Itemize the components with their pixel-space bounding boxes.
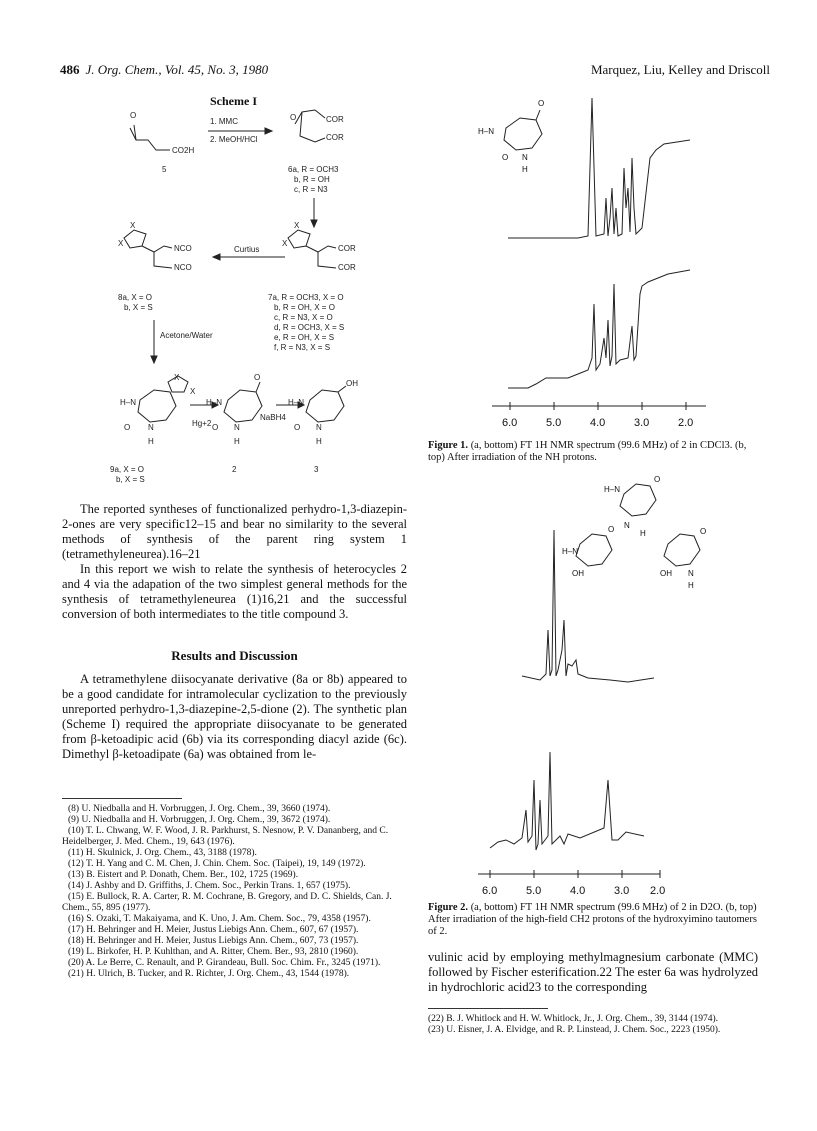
footnote: (14) J. Ashby and D. Griffiths, J. Chem. Soc., Perkin Trans. 1, 657 (1975). — [68, 881, 351, 891]
journal-citation: J. Org. Chem., Vol. 45, No. 3, 1980 — [85, 62, 269, 77]
figure-2-caption — [428, 902, 758, 938]
cpd8a-label: 8a, X = O — [118, 293, 153, 302]
footnote: (15) E. Bullock, R. A. Carter, R. M. Cochrane, B. Gregory, and D. C. Shields, Can. J. Chem., 55, 895 (1977). — [62, 892, 392, 913]
cpd7-x-top: X — [294, 221, 300, 230]
fig2-molecule-right-n: N — [688, 569, 694, 578]
cpd9-h: H — [148, 437, 154, 446]
cpd3-ring — [306, 390, 344, 422]
results-text — [62, 672, 407, 762]
cpd3-oh: OH — [346, 379, 358, 388]
cpd2-n: N — [234, 423, 240, 432]
fig1-molecule-ring — [504, 118, 542, 150]
fig2-trace-a — [490, 752, 644, 850]
fig2-molecule-left-ring — [576, 534, 612, 566]
fig2-tick-label: 4.0 — [570, 885, 586, 897]
fig1-tick-label: 4.0 — [590, 417, 606, 429]
cpd7d-label: d, R = OCH3, X = S — [274, 323, 345, 332]
fig1-tick-label: 5.0 — [546, 417, 562, 429]
cpd7-chain-bottom — [318, 252, 336, 268]
cpd6-bottom-chain — [300, 112, 325, 142]
fig1-tick-label: 3.0 — [634, 417, 650, 429]
figure-2-nmr — [428, 470, 758, 900]
cpd8-x-top: X — [130, 221, 136, 230]
nabh4-label: NaBH4 — [260, 413, 286, 422]
fig2-molecule-top-oxygen: O — [654, 475, 661, 484]
footnote: (11) H. Skulnick, J. Org. Chem., 43, 3188 (1978). — [68, 848, 257, 858]
cpd7-cor-bottom: COR — [338, 263, 356, 272]
fig2-tick-label: 6.0 — [482, 885, 498, 897]
cpd8-nco-top: NCO — [174, 244, 192, 253]
cpd7-chain-top — [306, 246, 336, 252]
cpd5-oxygen: O — [130, 111, 137, 120]
cpd7-cor-top: COR — [338, 244, 356, 253]
fig1-molecule-h: H — [522, 165, 528, 174]
footnote: (23) U. Eisner, J. A. Elvidge, and R. P. Linstead, J. Chem. Soc., 2223 (1950). — [428, 1025, 721, 1035]
fig1-trace-a — [508, 270, 690, 388]
footnote: (16) S. Ozaki, T. Makaiyama, and K. Uno, J. Am. Chem. Soc., 79, 4358 (1957). — [68, 914, 371, 924]
cpd6a-label: 6a, R = OCH3 — [288, 165, 339, 174]
figure-2-caption-text: (a, bottom) FT 1H NMR spectrum (99.6 MHz) of 2 in D2O. (b, top) After irradiation of the high-field CH2 protons of the hydroxyimino tautomers of 2. — [428, 902, 757, 937]
paragraph-2: In this report we wish to relate the synthesis of heterocycles 2 and 4 via the adapation of the two simplest general methods for the synthesis of tetramethyleneurea (1)16,21 and the successful conversion of both intermediates to the title compound 3. — [62, 562, 407, 621]
continued-text — [428, 950, 758, 995]
fig1-molecule-hn: H–N — [478, 127, 495, 136]
curtius-label: Curtius — [234, 245, 260, 254]
cpd9a-label: 9a, X = O — [110, 465, 145, 474]
cpd3-hn: H–N — [288, 398, 305, 407]
fig2-molecule-right-ring — [664, 534, 700, 566]
cpd9-ring — [138, 390, 176, 422]
cpd6-cor-top: COR — [326, 115, 344, 124]
cpd2-h: H — [234, 437, 240, 446]
cpd3-oxygen: O — [294, 423, 301, 432]
fig2-molecule-right-oh: OH — [660, 569, 672, 578]
cpd6b-label: b, R = OH — [294, 175, 330, 184]
scheme-title: Scheme I — [210, 94, 257, 108]
figure-2-label: Figure 2. — [428, 902, 469, 913]
cpd2-carbonyl — [256, 382, 260, 392]
fig1-molecule-n: N — [522, 153, 528, 162]
cpd9-x-top: X — [174, 373, 180, 382]
cpd9b-label: b, X = S — [116, 475, 145, 484]
footnote: (18) H. Behringer and H. Meier, Justus Liebigs Ann. Chem., 607, 73 (1957). — [68, 936, 359, 946]
footnotes-left — [62, 798, 407, 980]
fig2-tick-label: 5.0 — [526, 885, 542, 897]
acetone-water-label: Acetone/Water — [160, 331, 213, 340]
cpd2-oxygen-urea: O — [212, 423, 219, 432]
cpd7c-label: c, R = N3, X = O — [274, 313, 333, 322]
cpd2-oxygen: O — [254, 373, 261, 382]
cpd5-label: 5 — [162, 165, 167, 174]
cpd7f-label: f, R = N3, X = S — [274, 343, 331, 352]
fig1-tick-label: 6.0 — [502, 417, 518, 429]
cpd7-ketal-ring — [288, 230, 310, 248]
cpd9-hn: H–N — [120, 398, 137, 407]
fig2-molecule-top-n: N — [624, 521, 630, 530]
cpd6-cor-bottom: COR — [326, 133, 344, 142]
reagent-mmc: 1. MMC — [210, 117, 238, 126]
fig2-molecule-top-hn: H–N — [604, 485, 621, 494]
cpd7e-label: e, R = OH, X = S — [274, 333, 335, 342]
fig1-trace-b — [508, 98, 690, 238]
fig2-tick-label: 3.0 — [614, 885, 630, 897]
cpd3-n: N — [316, 423, 322, 432]
header-authors: Marquez, Liu, Kelley and Driscoll — [590, 62, 770, 77]
footnote: (21) H. Ulrich, B. Tucker, and R. Richter, J. Org. Chem., 43, 1544 (1978). — [68, 969, 350, 979]
page-number: 486 — [60, 62, 80, 77]
fig2-molecule-top-h: H — [640, 529, 646, 538]
footnote: (9) U. Niedballa and H. Vorbruggen, J. Org. Chem., 39, 3672 (1974). — [68, 815, 331, 825]
fig2-tick-label: 2.0 — [650, 885, 666, 897]
cpd3-h: H — [316, 437, 322, 446]
fig2-molecule-top-ring — [620, 484, 656, 516]
footnote: (13) B. Eistert and P. Donath, Chem. Ber., 102, 1725 (1969). — [68, 870, 299, 880]
cpd9-x-right: X — [190, 387, 196, 396]
cpd9-n: N — [148, 423, 154, 432]
hg-label: Hg+2 — [192, 419, 212, 428]
paragraph-1: The reported syntheses of functionalized perhydro-1,3-diazepin-2-ones are very specific12–15 and bear no similarity to the several methods of synthesis of the parent ring system 1 (tetramethyleneurea).16–21 — [62, 502, 407, 561]
cpd8-ketal-ring — [124, 230, 146, 248]
footnote: (22) B. J. Whitlock and H. W. Whitlock, Jr., J. Org. Chem., 39, 3144 (1974). — [428, 1014, 719, 1024]
footnote: (17) H. Behringer and H. Meier, Justus Liebigs Ann. Chem., 607, 67 (1957). — [68, 925, 359, 935]
fig2-molecule-right-h: H — [688, 581, 694, 590]
footnote: (12) T. H. Yang and C. M. Chen, J. Chin. Chem. Soc. (Taipei), 19, 149 (1972). — [68, 859, 366, 869]
cpd8-chain-top — [142, 246, 172, 252]
cpd7a-label: 7a, R = OCH3, X = O — [268, 293, 344, 302]
footnote-rule — [62, 798, 182, 799]
footnote: (19) L. Birkofer, H. P. Kuhlthan, and A. Ritter, Chem. Ber., 93, 2810 (1960). — [68, 947, 359, 957]
cpd3-oh-bond — [338, 386, 346, 392]
paragraph-4: vulinic acid by employing methylmagnesium carbonate (MMC) followed by Fischer esterification.22 The ester 6a was hydrolyzed in hydrochloric acid23 to the corresponding — [428, 950, 758, 994]
paragraph-3: A tetramethylene diisocyanate derivative (8a or 8b) appeared to be a good candidate for intramolecular cyclization to the previously unreported perhydro-1,3-diazepine-2,5-dione (2). The synthetic plan (Scheme I) required the appropriate diisocyanate to be generated from β-ketoadipic acid (6b) via its corresponding diacyl azide (6c). Dimethyl β-ketoadipate (6a) was obtained from le- — [62, 672, 407, 761]
cpd6c-label: c, R = N3 — [294, 185, 328, 194]
cpd8-x-left: X — [118, 239, 124, 248]
fig2-molecule-right-oxygen: O — [700, 527, 707, 536]
cpd2-ring — [224, 390, 262, 422]
cpd6-top-chain — [295, 110, 325, 124]
fig1-molecule-oxygen-urea: O — [502, 153, 509, 162]
scheme-diagram — [110, 100, 400, 490]
fig2-molecule-left-oh: OH — [572, 569, 584, 578]
fig1-tick-label: 2.0 — [678, 417, 694, 429]
footnotes-right — [428, 1008, 758, 1036]
footnote: (20) A. Le Berre, C. Renault, and P. Girandeau, Bull. Soc. Chim. Fr., 3245 (1971). — [68, 958, 381, 968]
intro-text — [62, 502, 407, 622]
cpd3-label: 3 — [314, 465, 319, 474]
cpd6-oxygen: O — [290, 113, 297, 122]
reagent-meoh-hcl: 2. MeOH/HCl — [210, 135, 258, 144]
fig2-molecule-left-oxygen: O — [608, 525, 615, 534]
figure-1-label: Figure 1. — [428, 440, 469, 451]
fig1-molecule-oxygen: O — [538, 99, 545, 108]
cpd5-co2h: CO2H — [172, 146, 195, 155]
cpd8-chain-bottom — [154, 252, 172, 268]
cpd7-x-left: X — [282, 239, 288, 248]
cpd9-oxygen: O — [124, 423, 131, 432]
running-header — [60, 62, 770, 82]
fig2-trace-b — [522, 530, 654, 682]
cpd2-label: 2 — [232, 465, 237, 474]
figure-1-caption-text: (a, bottom) FT 1H NMR spectrum (99.6 MHz) of 2 in CDCl3. (b, top) After irradiation of the NH protons. — [428, 440, 747, 463]
cpd7b-label: b, R = OH, X = O — [274, 303, 335, 312]
section-title: Results and Discussion — [171, 648, 298, 663]
cpd8b-label: b, X = S — [124, 303, 153, 312]
cpd8-nco-bottom: NCO — [174, 263, 192, 272]
fig1-molecule-carbonyl — [536, 110, 540, 120]
figure-1-caption — [428, 440, 758, 464]
footnote: (10) T. L. Chwang, W. F. Wood, J. R. Parkhurst, S. Nesnow, P. V. Dananberg, and C. Heidelberger, J. Med. Chem., 19, 643 (1976). — [62, 826, 389, 847]
figure-1-nmr — [428, 88, 758, 440]
footnote-rule — [428, 1008, 548, 1009]
footnote: (8) U. Niedballa and H. Vorbruggen, J. Org. Chem., 39, 3660 (1974). — [68, 804, 331, 814]
header-left — [60, 62, 268, 78]
cpd2-hn: H–N — [206, 398, 223, 407]
fig2-molecule-left-hn: H–N — [562, 547, 579, 556]
